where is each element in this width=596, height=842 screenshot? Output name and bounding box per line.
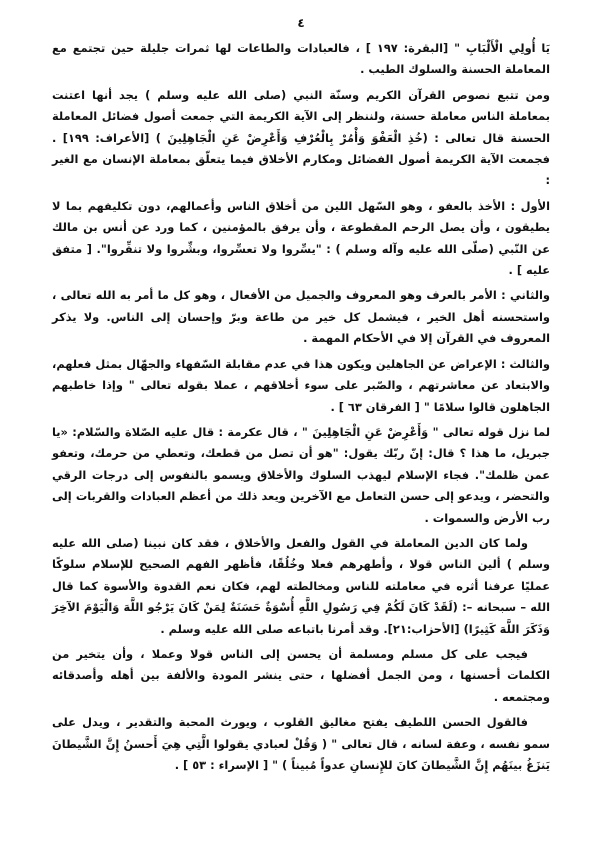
paragraph-kind-words: فالقول الحسن اللطيف يفتح مغاليق القلوب ، ويورث المحبة والتقدير ، ويدل على سمو نفسه ، وعفة لسانه ، قال تعالى " ( وَقُلْ لعبادي يقولوا الَّتِي هِيَ أَحسنُ إِنَّ الشَّيطانَ يَنزَغُ بينَهُم إِنَّ الشَّيطانَ كانَ للإِنسانِ عدواً مُبيناً ) " [ الإسراء : ٥٣ ] . [52, 715, 550, 772]
paragraph-prophet-example: ولما كان الدين المعاملة في القول والفعل والأخلاق ، فقد كان نبينا (صلى الله عليه وسلم ) ألين الناس قولا ، وأطهرهم فعلا وخُلُقًا، فأظهر الفهم الصحيح للإسلام سلوكًا عمليًا عرفنا أثره في معاملته للناس ومخالطته لهم، فكان نعم القدوة والأسوة كما قال الله – سبحانه –: (لَقَدْ كَانَ لَكُمْ فِي رَسُولِ اللَّهِ أُسْوَةٌ حَسَنَةٌ لِمَنْ كَانَ يَرْجُو اللَّهَ وَالْيَوْمَ الآخِرَ وَذَكَرَ اللَّهَ كَثِيرًا) [الأحزاب:٢١]. وقد أمرنا باتباعه صلى الله عليه وسلم . [52, 535, 550, 636]
paragraph-good-speech-duty: فيجب على كل مسلم ومسلمة أن يحسن إلى الناس قولا وعملا ، وأن يتخير من الكلمات أحسنها ، ومن الجمل أفضلها ، حتى ينشر المودة والألفة بين أهله وأصدقائه ومجتمعه . [52, 646, 550, 704]
paragraph-verse-ending: يَا أُولِي الْأَلْبَابِ " [البقرة: ١٩٧ ] ، فالعبادات والطاعات لها ثمرات جليلة حين تجتمع مع المعاملة الحسنة والسلوك الطيب . [52, 41, 550, 77]
paragraph-quran-sunnah: ومن تتبع نصوص القرآن الكريم وسنّة النبي (صلى الله عليه وسلم ) يجد أنها اعتنت بمعاملة الناس معاملة حسنة، ولننظر إلى الآية الكريمة التي جمعت أصول فضائل المعاملة الحسنة قال تعالى : (خُذِ الْعَفْوَ وَأْمُرْ بِالْعُرْفِ وَأَعْرِضْ عَنِ الْجَاهِلِينَ ) [الأعراف: ١٩٩] . فجمعت الآية الكريمة أصول الفضائل ومكارم الأخلاق فيما يتعلّق بمعاملة الإنسان مع الغير : [52, 87, 551, 188]
paragraph-first-virtue: الأول : الأخذ بالعفو ، وهو السّهل اللين من أخلاق الناس وأعمالهم، دون تكليفهم بما لا يطيقون ، وأن يصل الرحم المقطوعة ، وأن يرفق بالمؤمنين ، كما ورد عن أنس بن مالك عن النّبي (صلّى الله عليه وآله وسلم ) : "يسِّروا ولا تعسِّروا، وبشِّروا ولا تنفِّروا". [ متفق عليه ] . [52, 198, 550, 278]
paragraph-ikrimah-hadith: لما نزل قوله تعالى " وَأَعْرِضْ عَنِ الْجَاهِلِينَ " ، قال عكرمة : قال عليه الصّلاة والسّلام: «يا جبريل، ما هذا ؟ قال: إنّ ربّك يقول: "هو أن تصل من قطعك، وتعطي من حرمك، وتعفو عمن ظلمك". فجاء الإسلام ليهذب السلوك والأخلاق ويسمو بالنفوس إلى درجات الرقي والتحضر ، ويدعو إلى حسن التعامل مع الآخرين ويعد ذلك من أعظم العبادات والقربات إلى رب الأرض والسموات . [52, 424, 550, 525]
document-page [52, 16, 550, 776]
page-number: ٤ [297, 16, 305, 30]
paragraph-third-virtue: والثالث : الإعراض عن الجاهلين ويكون هذا في عدم مقابلة السّفهاء والجهّال بمثل فعلهم، والابتعاد عن معاشرتهم ، والصّبر على سوء أخلاقهم ، عملا بقوله تعالى " وإذا خاطبهم الجاهلون قالوا سلامًا " [ الفرقان ٦٣ ] . [52, 356, 550, 414]
paragraph-second-virtue: والثاني : الأمر بالعرف وهو المعروف والجميل من الأفعال ، وهو كل ما أمر به الله تعالى ، واستحسنه أهل الخير ، فيشمل كل خير من طاعة وبرّ وإحسان إلى الناس. ولا يذكر المعروف في القرآن إلا في الأحكام المهمة . [52, 288, 550, 346]
